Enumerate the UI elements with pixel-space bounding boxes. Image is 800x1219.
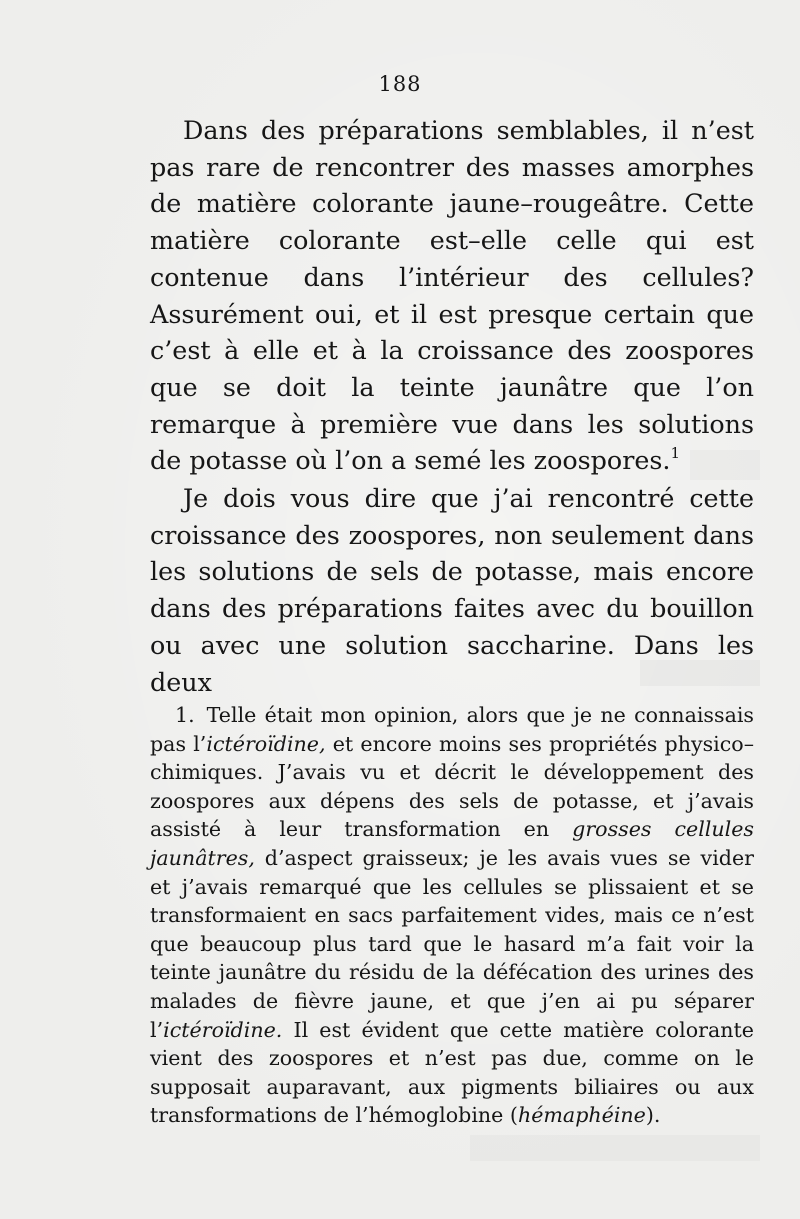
footnote-text-1: Telle était mon opinion, alors que je ne connaissais pas l’ [150, 703, 754, 756]
paragraph-1-text: Dans des préparations semblables, il n’est pas rare de rencontrer des masses amorphes de matière colorante jaune–rougeâtre. Cette matière colorante est–elle celle qui est contenue dans l’intérieur des cellules? Assurément oui, et il est presque certain que c’est à elle et à la croissance des zoospores que se doit la teinte jaunâtre que l’on remarque à première vue dans les solutions de potasse où l’on a semé les zoospores. [150, 115, 754, 476]
footnote-text-4: Il est évident que cette matière colorante vient des zoospores et n’est pas due, comme on le supposait auparavant, aux pigments biliaires ou aux transformations de l’hémoglobine ( [150, 1017, 754, 1128]
footnote-text-3: d’aspect graisseux; je les avais vues se vider et j’avais remarqué que les cellules se plissaient et se transformaient en sacs parfaitement vides, mais ce n’est que beaucoup plus tard que le hasard m’a fait voir la teinte jaunâtre du résidu de la défécation des urines des malades de fièvre jaune, et que j’en ai pu séparer l’ [150, 845, 754, 1042]
footnote-italic-3: ictéroïdine. [163, 1017, 283, 1042]
footnote-number: 1. [175, 703, 195, 727]
footnote-text-5: ). [645, 1103, 661, 1128]
footnote-italic-1: ictéroïdine, [206, 731, 326, 756]
footnote-reference: 1 [670, 444, 681, 463]
main-text [150, 112, 754, 700]
page-number: 188 [378, 72, 422, 96]
paragraph-2: Je dois vous dire que j’ai rencontré cette croissance des zoospores, non seulement dans les solutions de sels de potasse, mais encore dans des préparations faites avec du bouillon ou avec une solution saccharine. Dans les deux [150, 483, 754, 697]
footnote-italic-4: hémaphéine [517, 1103, 646, 1128]
footnote-text-2: et encore moins ses propriétés physico–chimiques. J’avais vu et décrit le développement des zoospores aux dépens des sels de potasse, et j’avais assisté à leur transformation en [150, 731, 754, 842]
footnote-text [150, 701, 754, 1130]
paragraph-1 [150, 112, 754, 479]
footnote [150, 701, 754, 1130]
footnote-italic-2: grosses cellules jaunâtres, [150, 817, 754, 870]
